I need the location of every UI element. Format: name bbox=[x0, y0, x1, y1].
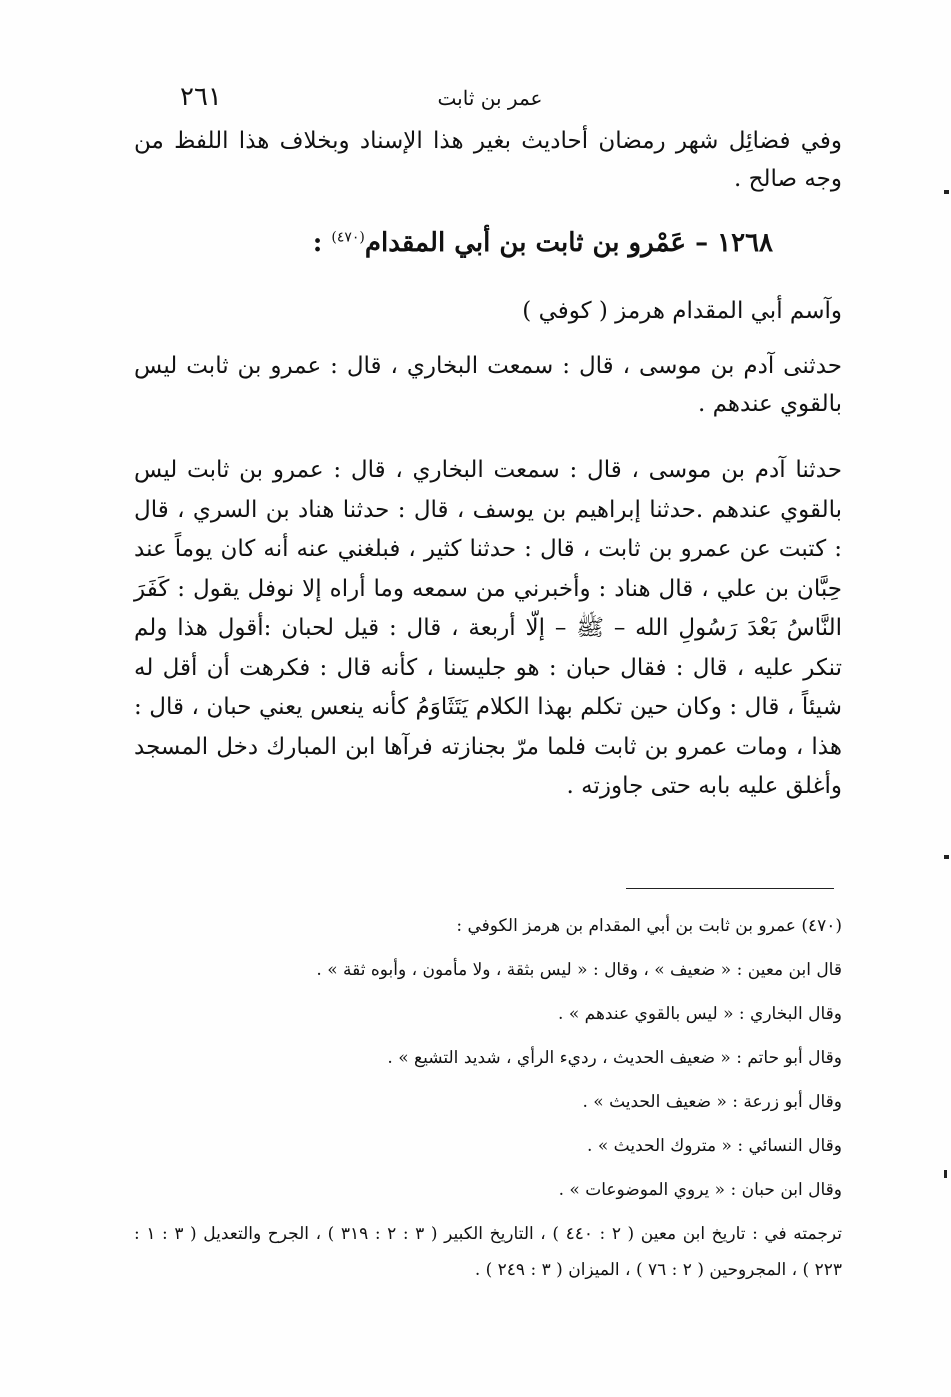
paragraph-2: حدثنا آدم بن موسى ، قال : سمعت البخاري ، قال : عمرو بن ثابت ليس بالقوي عندهم .حدثنا إبراهيم بن يوسف ، قال : حدثنا هناد بن السري ، قال : كتبت عن عمرو بن ثابت ، قال : حدثنا كثير ، فبلغني عنه أنه كان يوماً عند حِبَّان بن علي ، قال هناد : وأخبرني من سمعه وما أراه إلا نوفل يقول : كَفَرَ النَّاسُ بَعْدَ رَسُولِ الله – ﷺ – إلّا أربعة ، قال : قيل لحبان :أقول هذا ولم تنكر عليه ، قال : فقال حبان : هو جليسنا ، كأنه قال : فكرهت أن أقل له شيئاً ، قال : وكان حين تكلم بهذا الكلام يَتَثَاوَمُ كأنه ينعس يعني حبان ، قال : هذا ، ومات عمرو بن ثابت فلما مرّ بجنازته فرآها ابن المبارك دخل المسجد وأغلق عليه بابه حتى جاوزته . bbox=[134, 457, 842, 799]
footnote-line: وقال النسائي : « متروك الحديث » . bbox=[587, 1136, 842, 1156]
footnote-line: وقال أبو حاتم : « ضعيف الحديث ، رديء الرأي ، شديد التشيع » . bbox=[387, 1048, 842, 1068]
entry-dash: – bbox=[695, 228, 709, 258]
entry-subtitle: وآسم أبي المقدام هرمز ( كوفي ) bbox=[522, 298, 842, 324]
footnote-reference: (٤٧٠) bbox=[331, 229, 365, 246]
page-header bbox=[130, 82, 850, 116]
entry-heading bbox=[313, 228, 773, 258]
footnote-line: وقال البخاري : « ليس بالقوي عندهم » . bbox=[558, 1004, 842, 1024]
footnote-line: قال ابن معين : « ضعيف » ، وقال : « ليس بثقة ، ولا مأمون ، وأبوه ثقة » . bbox=[316, 960, 842, 980]
scan-mark bbox=[944, 190, 949, 194]
entry-number: ١٢٦٨ bbox=[717, 228, 773, 258]
footnotes bbox=[134, 904, 842, 1288]
entry-name: عَمْرو بن ثابت بن أبي المقدام bbox=[364, 228, 687, 258]
footnote-line: وقال ابن حبان : « يروي الموضوعات » . bbox=[558, 1180, 842, 1200]
scan-mark bbox=[944, 1170, 947, 1178]
paragraph-1: حدثنى آدم بن موسى ، قال : سمعت البخاري ، قال : عمرو بن ثابت ليس بالقوي عندهم . bbox=[134, 353, 842, 417]
page-number: ٢٦١ bbox=[180, 82, 222, 112]
entry-colon: : bbox=[312, 228, 323, 258]
running-title: عمر بن ثابت bbox=[437, 86, 543, 110]
footnote-line: (٤٧٠) عمرو بن ثابت بن أبي المقدام بن هرمز الكوفي : bbox=[456, 916, 842, 936]
footnote-separator bbox=[626, 888, 834, 889]
scan-mark bbox=[944, 855, 949, 859]
footnote-line: ترجمته في : تاريخ ابن معين ( ٢ : ٤٤٠ ) ، التاريخ الكبير ( ٣ : ٢ : ٣١٩ ) ، الجرح والتعديل ( ٣ : ١ : ٢٢٣ ) ، المجروحين ( ٢ : ٧٦ ) ، الميزان ( ٣ : ٢٤٩ ) . bbox=[134, 1224, 842, 1280]
footnote-line: وقال أبو زرعة : « ضعيف الحديث » . bbox=[582, 1092, 842, 1112]
intro-paragraph: وفي فضائِل شهر رمضان أحاديث بغير هذا الإسناد وبخلاف هذا اللفظ من وجه صالح . bbox=[134, 128, 842, 192]
